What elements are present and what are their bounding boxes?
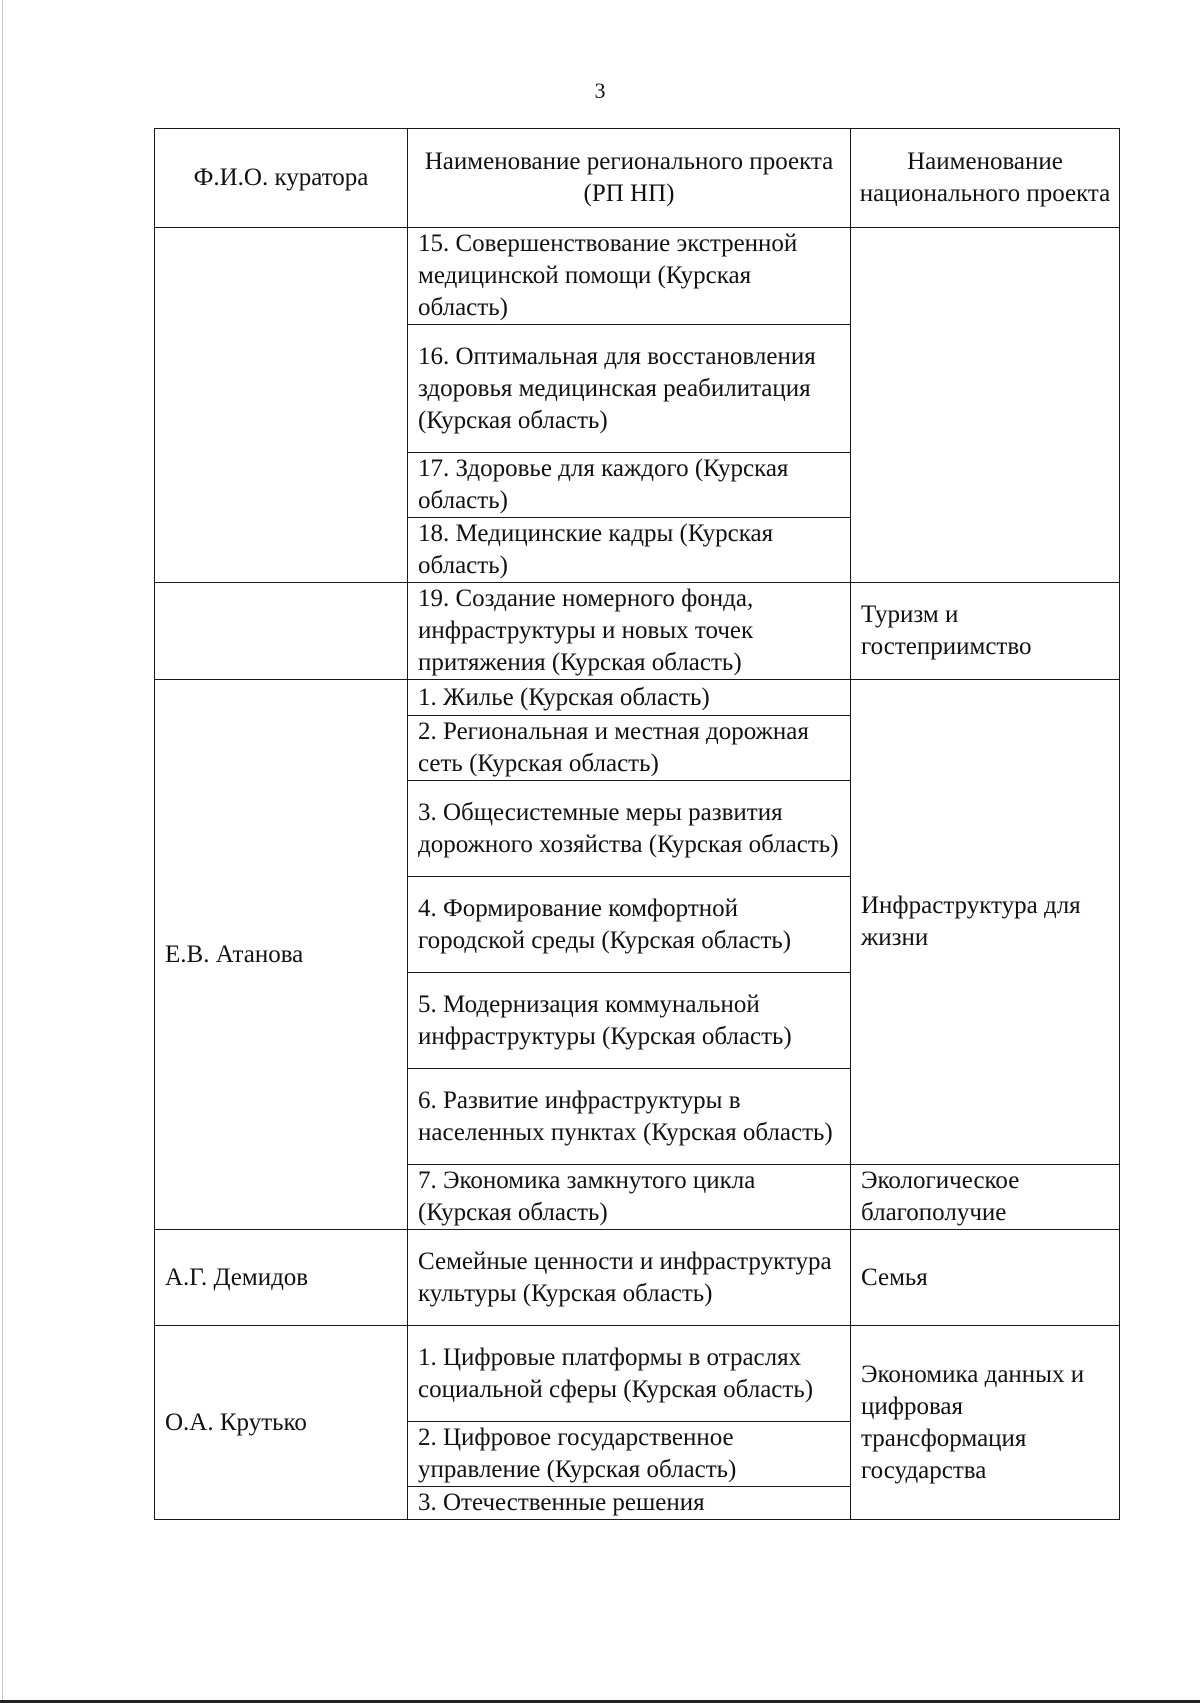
national-project-cell: Экономика данных и цифровая трансформация государства — [851, 1326, 1120, 1520]
regional-project-cell: 3. Отечественные решения — [408, 1487, 851, 1520]
regional-project-cell: 2. Цифровое государственное управление (Курская область) — [408, 1422, 851, 1487]
regional-project-cell: 3. Общесистемные меры развития дорожного хозяйства (Курская область) — [408, 781, 851, 877]
header-curator: Ф.И.О. куратора — [155, 129, 408, 228]
curator-cell: О.А. Крутько — [155, 1326, 408, 1520]
regional-project-cell: Семейные ценности и инфраструктура культуры (Курская область) — [408, 1230, 851, 1326]
table-row — [155, 1230, 1120, 1326]
regional-project-cell: 17. Здоровье для каждого (Курская область) — [408, 453, 851, 518]
header-regional-project: Наименование регионального проекта (РП НП) — [408, 129, 851, 228]
regional-project-cell: 1. Жилье (Курская область) — [408, 680, 851, 716]
regional-project-cell: 19. Создание номерного фонда, инфраструктуры и новых точек притяжения (Курская область) — [408, 583, 851, 680]
curator-cell-continued — [155, 228, 408, 583]
national-project-cell: Семья — [851, 1230, 1120, 1326]
header-national-project: Наименование национального проекта — [851, 129, 1120, 228]
regional-project-cell: 5. Модернизация коммунальной инфраструктуры (Курская область) — [408, 973, 851, 1069]
table-header-row — [155, 129, 1120, 228]
national-project-cell — [851, 228, 1120, 583]
national-project-cell: Инфраструктура для жизни — [851, 680, 1120, 1165]
curator-cell: А.Г. Демидов — [155, 1230, 408, 1326]
regional-project-cell: 16. Оптимальная для восстановления здоровья медицинская реабилитация (Курская область) — [408, 325, 851, 453]
national-project-cell: Туризм и гостеприимство — [851, 583, 1120, 680]
regional-project-cell: 18. Медицинские кадры (Курская область) — [408, 518, 851, 583]
table-row — [155, 680, 1120, 716]
curators-table — [154, 128, 1120, 1520]
regional-project-cell: 15. Совершенствование экстренной медицинской помощи (Курская область) — [408, 228, 851, 325]
curator-cell: Е.В. Атанова — [155, 680, 408, 1230]
regional-project-cell: 1. Цифровые платформы в отраслях социальной сферы (Курская область) — [408, 1326, 851, 1422]
regional-project-cell: 4. Формирование комфортной городской среды (Курская область) — [408, 877, 851, 973]
national-project-cell: Экологическое благополучие — [851, 1165, 1120, 1230]
scan-edge-line — [2, 0, 3, 1703]
table-row — [155, 228, 1120, 325]
regional-project-cell: 6. Развитие инфраструктуры в населенных пунктах (Курская область) — [408, 1069, 851, 1165]
table-row — [155, 583, 1120, 680]
page-number: 3 — [594, 78, 606, 103]
table-row — [155, 1326, 1120, 1422]
regional-project-cell: 2. Региональная и местная дорожная сеть (Курская область) — [408, 716, 851, 781]
curator-cell-empty — [155, 583, 408, 680]
regional-project-cell: 7. Экономика замкнутого цикла (Курская область) — [408, 1165, 851, 1230]
